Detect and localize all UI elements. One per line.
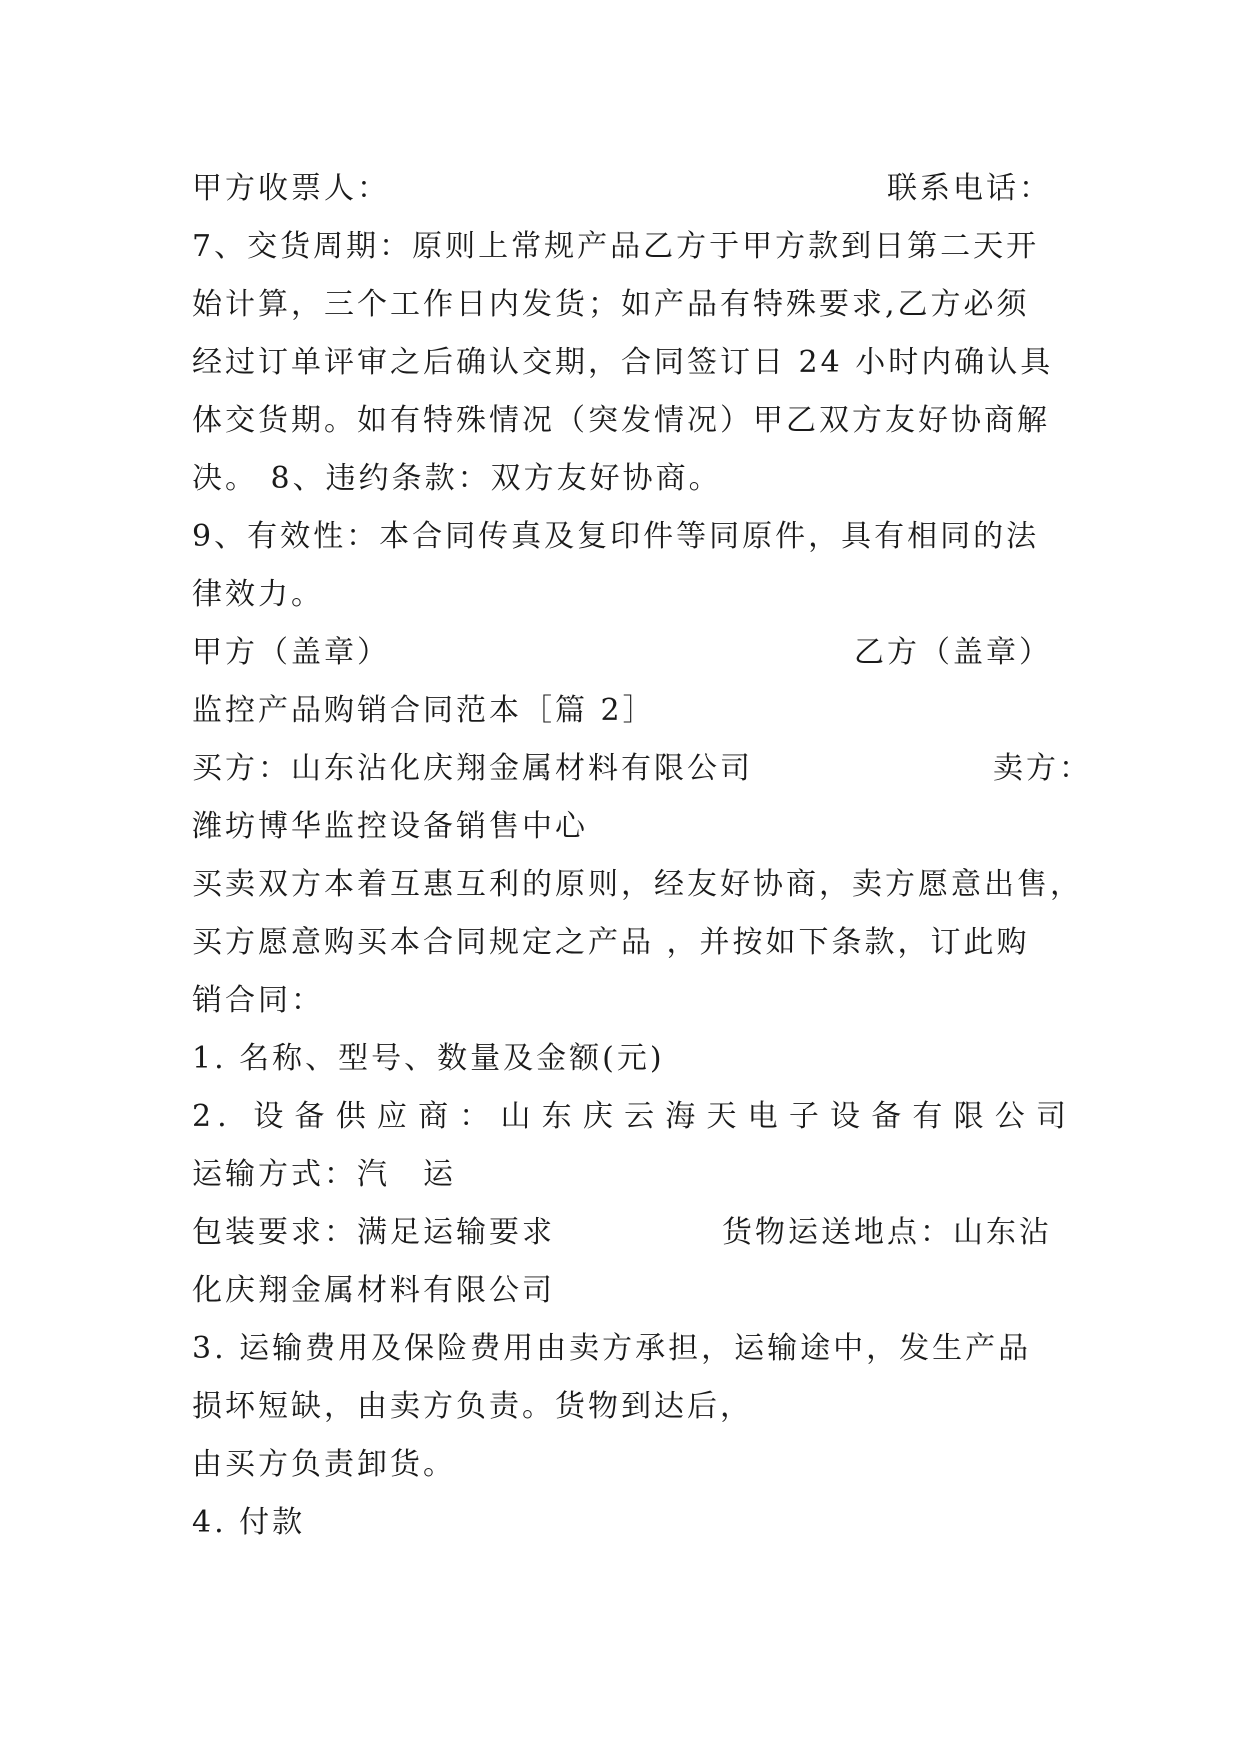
document-page [192, 160, 1092, 1552]
seal-line [192, 624, 1072, 682]
clause-8-line: 决。 8、违约条款：双方友好协商。 [192, 461, 722, 496]
payee-label: 甲方收票人： [192, 171, 390, 206]
item-3-line-1: 3. 运输费用及保险费用由卖方承担，运输途中，发生产品 [192, 1331, 1032, 1366]
seller-name: 潍坊博华监控设备销售中心 [192, 809, 588, 844]
intro-line-1: 买卖双方本着互惠互利的原则，经友好协商，卖方愿意出售， [192, 867, 1083, 902]
party-a-seal: 甲方（盖章） [192, 635, 390, 670]
item-2-line: 2. 设备供应商：山东庆云海天电子设备有限公司 [192, 1099, 1072, 1134]
transport-line: 运输方式：汽 运 [192, 1157, 456, 1192]
delivery-location-cont: 化庆翔金属材料有限公司 [192, 1273, 555, 1308]
payee-line [192, 160, 1072, 218]
delivery-location-label: 货物运送地点：山东沾 [722, 1215, 1052, 1250]
item-3-line-2: 损坏短缺，由卖方负责。货物到达后， [192, 1389, 753, 1424]
clause-9-line-1: 9、有效性：本合同传真及复印件等同原件，具有相同的法 [192, 519, 1040, 554]
intro-line-2: 买方愿意购买本合同规定之产品 ，并按如下条款，订此购 [192, 925, 1030, 960]
buyer-seller-line [192, 740, 1092, 798]
clause-7-line-3: 经过订单评审之后确认交期，合同签订日 24 小时内确认具 [192, 345, 1054, 380]
item-1-line: 1. 名称、型号、数量及金额(元) [192, 1041, 665, 1076]
packing-label: 包装要求：满足运输要求 [192, 1215, 555, 1250]
buyer-label: 买方：山东沾化庆翔金属材料有限公司 [192, 751, 753, 786]
seller-label: 卖方： [993, 751, 1092, 786]
intro-line-3: 销合同： [192, 983, 324, 1018]
item-3-line-3: 由买方负责卸货。 [192, 1447, 456, 1482]
packing-line [192, 1204, 1072, 1262]
clause-9-line-2: 律效力。 [192, 577, 324, 612]
clause-7-line-1: 7、交货周期：原则上常规产品乙方于甲方款到日第二天开 [192, 229, 1040, 264]
item-4-line: 4. 付款 [192, 1505, 306, 1540]
party-b-seal: 乙方（盖章） [854, 635, 1052, 670]
clause-7-line-4: 体交货期。如有特殊情况（突发情况）甲乙双方友好协商解 [192, 403, 1050, 438]
clause-7-line-2: 始计算，三个工作日内发货；如产品有特殊要求,乙方必须 [192, 287, 1030, 322]
section-heading: 监控产品购销合同范本［篇 2］ [192, 693, 656, 728]
phone-label: 联系电话： [887, 171, 1052, 206]
